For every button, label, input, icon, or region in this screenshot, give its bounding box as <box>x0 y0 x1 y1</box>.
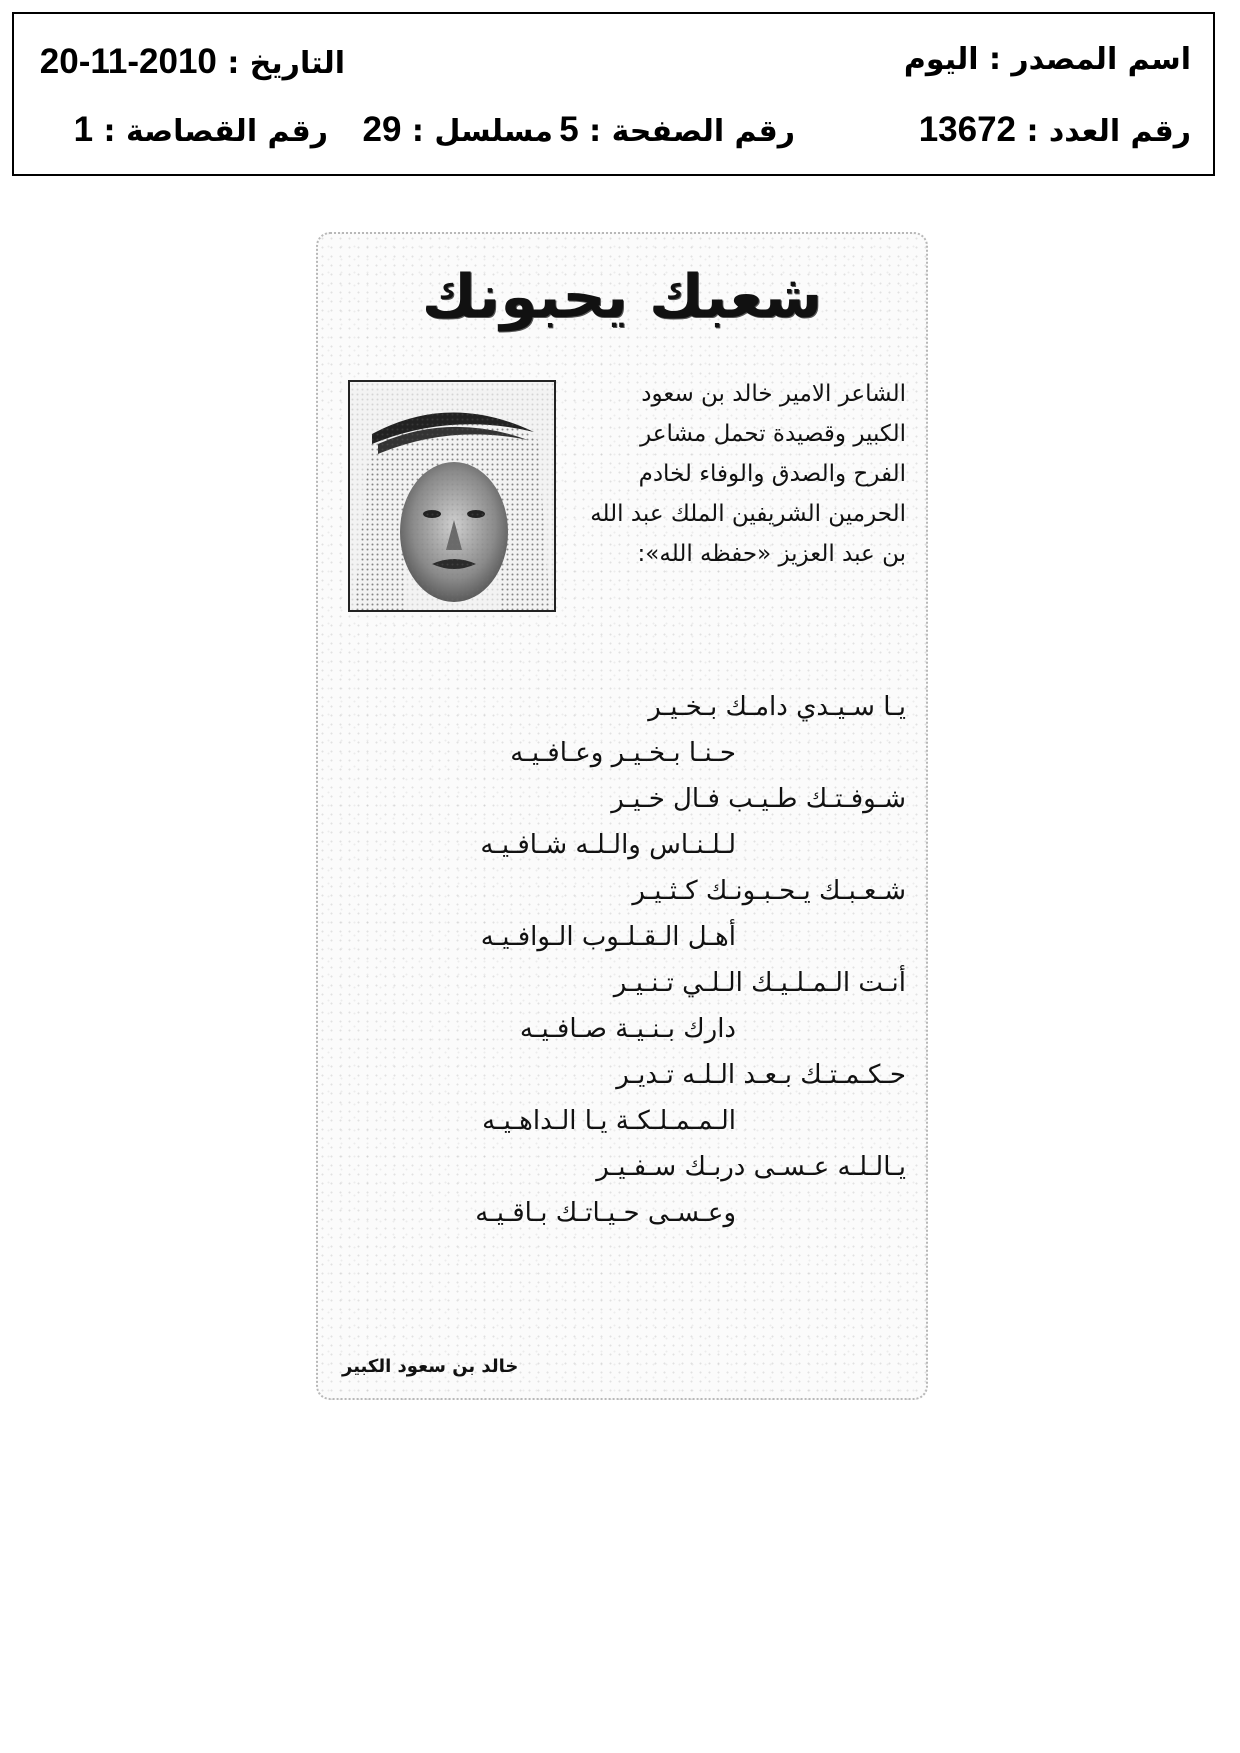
poem-verse: شـعـبـك يـحـبـونـك كـثـيـر <box>632 876 906 906</box>
clipping-metadata-box <box>12 12 1215 176</box>
source-value: اليوم <box>903 42 979 77</box>
source-label: اسم المصدر : <box>988 42 1191 77</box>
poet-signature: خالد بن سعود الكبير <box>342 1356 519 1377</box>
date-field <box>40 42 345 82</box>
clip-number-field <box>74 110 328 150</box>
poem-verse: وعـسـى حـيـاتـك بـاقـيـه <box>475 1198 736 1228</box>
poem-verse: حـكـمـتـك بـعـد الـلـه تـديـر <box>616 1060 906 1090</box>
serial-field <box>363 110 553 150</box>
poem-verse: يـا سـيـدي دامـك بـخـيـر <box>648 692 906 722</box>
page-field <box>559 110 795 150</box>
poem-verse: أهـل الـقـلـوب الـوافـيـه <box>480 922 736 952</box>
portrait-icon <box>350 382 554 610</box>
date-value: 2010-11-20 <box>39 42 217 81</box>
intro-line: الفرح والصدق والوفاء لخادم <box>638 461 906 487</box>
clip-number-value: 1 <box>73 110 94 149</box>
poem-verse: شـوفـتـك طـيـب فـال خـيـر <box>611 784 906 814</box>
issue-label: رقم العدد : <box>1026 114 1191 149</box>
article-title: شعبك يحبونك <box>421 262 823 332</box>
serial-label: مسلسل : <box>411 114 553 149</box>
portrait-photo <box>348 380 556 612</box>
poem-verse: حـنـا بـخـيـر وعـافـيـه <box>510 738 736 768</box>
clip-number-label: رقم القصاصة : <box>103 114 328 149</box>
poem-verse: لـلـنـاس والـلـه شـافـيـه <box>480 830 736 860</box>
issue-value: 13672 <box>918 110 1017 149</box>
poem-verse: دارك بـنـيـة صـافـيـه <box>519 1014 736 1044</box>
intro-line: الكبير وقصيدة تحمل مشاعر <box>640 421 906 447</box>
serial-value: 29 <box>362 110 402 149</box>
source-field <box>904 42 1191 77</box>
poem-verse: الـمـمـلـكـة يـا الـداهـيـه <box>482 1106 736 1136</box>
metadata-row-1 <box>14 42 1213 92</box>
poem-verse: يـالـلـه عـسـى دربـك سـفـيـر <box>596 1152 906 1182</box>
issue-field <box>919 110 1191 150</box>
newspaper-clipping <box>316 232 928 1400</box>
page-label: رقم الصفحة : <box>589 114 795 149</box>
metadata-row-2 <box>14 110 1213 160</box>
intro-line: الحرمين الشريفين الملك عبد الله <box>590 501 906 527</box>
page-value: 5 <box>559 110 579 149</box>
date-label: التاريخ : <box>227 46 345 81</box>
article-intro <box>566 374 906 574</box>
intro-line: بن عبد العزيز «حفظه الله»: <box>637 541 906 567</box>
poem-verse: أنـت الـمـلـيـك الـلـي تـنـيـر <box>613 968 906 998</box>
intro-line: الشاعر الامير خالد بن سعود <box>641 381 906 407</box>
